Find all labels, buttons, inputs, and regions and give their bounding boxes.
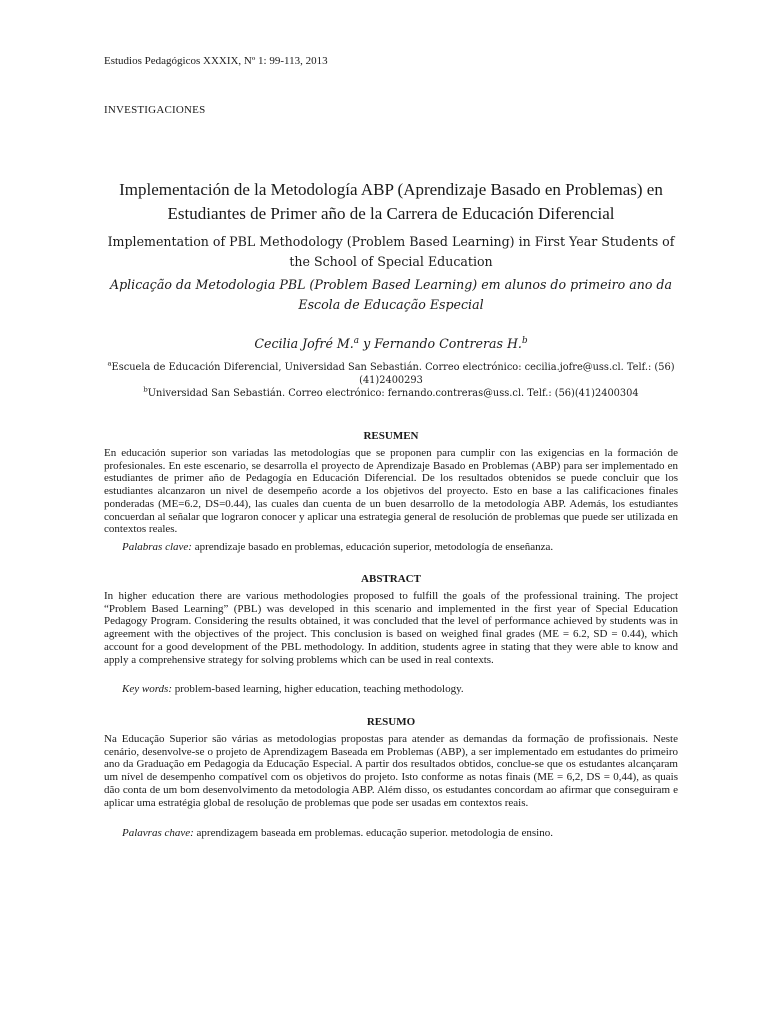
resumen-keywords bbox=[122, 541, 678, 553]
author-name: Cecilia Jofré M. bbox=[254, 336, 354, 351]
title-english: Implementation of PBL Methodology (Problem Based Learning) in First Year Students of the School of Special Education bbox=[107, 234, 675, 269]
affiliation-mark: a bbox=[353, 335, 360, 346]
resumen-heading: RESUMEN bbox=[363, 430, 419, 442]
abstract-keywords bbox=[122, 683, 678, 695]
section-label: INVESTIGACIONES bbox=[104, 104, 206, 116]
keywords-text: aprendizagem baseada em problemas. educação superior. metodologia de ensino. bbox=[193, 827, 553, 839]
affiliation-b bbox=[104, 387, 678, 400]
resumen-body: En educación superior son variadas las metodologías que se proponen para cumplir con las exigencias en la formación de profesionales. En este escenario, se desarrolla el proyecto de Aprendizaje Basado en Problemas (ABP) para ser implementado en estudiantes de primer año de Pedagogía en Educación Diferencial. De los resultados obtenidos se puede concluir que los estudiantes alcanzaron un nivel de desempeño acorde a los objetivos del proyecto. Esto en base a las calificaciones finales ponderadas (ME=6.2, DS=0.44), las cuales dan cuenta de un buen desarrollo de la metodología ABP. Además, los estudiantes concuerdan al señalar que lograron conocer y aplicar una estrategia general de resolución de problemas que puede ser utilizada en contextos reales. bbox=[104, 447, 678, 536]
journal-citation: Estudios Pedagógicos XXXIX, Nº 1: 99-113, 2013 bbox=[104, 55, 328, 67]
affiliation-mark: b bbox=[521, 335, 528, 346]
keywords-label: Key words: bbox=[122, 683, 173, 695]
resumo-keywords bbox=[122, 827, 678, 839]
author-connector: y bbox=[359, 336, 375, 351]
keywords-text: problem-based learning, higher education, teaching methodology. bbox=[172, 683, 464, 695]
keywords-label: Palabras clave: bbox=[122, 541, 192, 553]
resumo-body: Na Educação Superior são várias as metodologias propostas para atender as demandas da formação de profissionais. Neste cenário, desenvolve-se o projeto de Aprendizagem Baseada em Problemas (ABP), a ser implementado em estudantes do primeiro ano da Graduação em Pedagogia da Educação Especial. A partir dos resultados obtidos, conclue-se que os estudantes alcançaram um nível de desempenho compatível com os objetivos do projeto. Isto conforme as notas finais (ME = 6,2, DS = 0,44), as quais dão conta de um bom desenvolvimento da metodologia ABP. Além disso, os estudantes concordam ao afirmar que conseguiram e aplicar uma estratégia global de resolução de problemas que pode ser usadas em contextos reais. bbox=[104, 733, 678, 809]
keywords-text: aprendizaje basado en problemas, educación superior, metodología de enseñanza. bbox=[191, 541, 554, 553]
affiliation-text: Escuela de Educación Diferencial, Universidad San Sebastián. Correo electrónico: cecilia.jofre@uss.cl. Telf.: (56)(41)2400293 bbox=[111, 362, 675, 386]
affiliation-mark: b bbox=[143, 385, 148, 394]
title-spanish: Implementación de la Metodología ABP (Aprendizaje Basado en Problemas) en Estudiantes de Primer año de la Carrera de Educación Diferencial bbox=[119, 180, 663, 223]
author-line bbox=[104, 336, 678, 351]
abstract-body: In higher education there are various methodologies proposed to fulfill the goals of the professional training. The project “Problem Based Learning” (PBL) was developed in this scenario and implemented in the first year of Special Education Pedagogy Program. Considering the results obtained, it was concluded that the level of performance achieved by students was in agreement with the objectives of the project. This conclusion is based on weighed final grades (ME = 6.2, SD = 0.44), which account for a good development of the PBL methodology. In addition, students agree in stating that they were able to know and apply a comprehensive strategy for solving problems which can be used in real contexts. bbox=[104, 590, 678, 666]
resumo-heading: RESUMO bbox=[366, 716, 416, 728]
affiliation-text: Universidad San Sebastián. Correo electrónico: fernando.contreras@uss.cl. Telf.: (56)(41)2400304 bbox=[147, 388, 639, 399]
affiliation-mark: a bbox=[107, 359, 112, 368]
abstract-heading: ABSTRACT bbox=[361, 573, 421, 585]
title-portuguese: Aplicação da Metodologia PBL (Problem Based Learning) em alunos do primeiro ano da Escola de Educação Especial bbox=[110, 277, 672, 312]
keywords-label: Palavras chave: bbox=[122, 827, 194, 839]
author-name: Fernando Contreras H. bbox=[374, 336, 522, 351]
affiliation-a bbox=[104, 361, 678, 387]
